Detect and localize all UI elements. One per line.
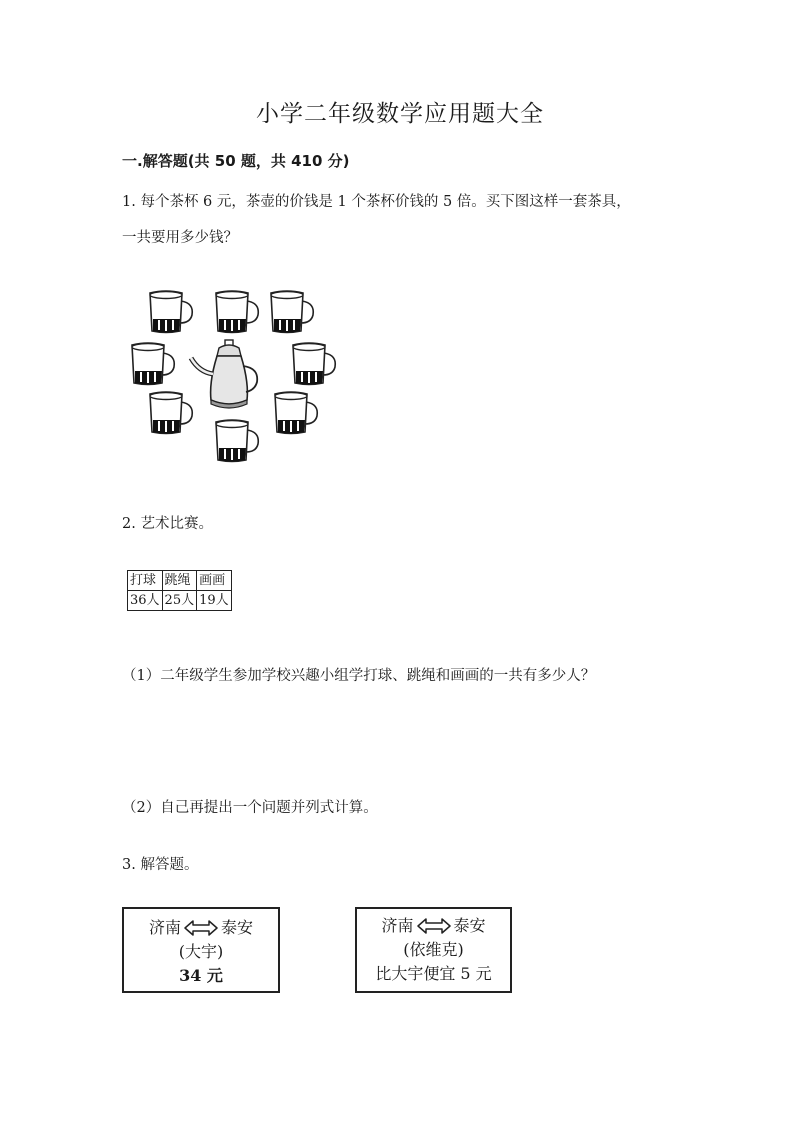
teacup: [132, 343, 174, 385]
section-heading: 一.解答题(共 50 题，共 410 分): [122, 152, 350, 170]
origin-city: 济南: [381, 916, 414, 935]
teacup: [150, 392, 192, 434]
teacup: [271, 291, 313, 333]
question-2-text: 2. 艺术比赛。: [122, 516, 213, 532]
question-2-sub-1: （1）二年级学生参加学校兴趣小组学打球、跳绳和画画的一共有多少人？: [122, 668, 596, 684]
bus-ticket-iveco: [355, 907, 512, 993]
bus-type: (依维克): [403, 940, 464, 959]
table-header-cell: 跳绳: [162, 571, 197, 591]
table-cell: 25人: [162, 591, 197, 611]
ticket-price: 比大宇便宜 5 元: [375, 964, 492, 983]
table-header-row: [128, 571, 232, 591]
art-competition-table: [127, 570, 232, 611]
table-header-cell: 画画: [197, 571, 232, 591]
table-header-cell: 打球: [128, 571, 163, 591]
route: [124, 916, 278, 940]
table-cell: 19人: [197, 591, 232, 611]
table-row: [128, 591, 232, 611]
question-2-sub-2: （2）自己再提出一个问题并列式计算。: [122, 800, 378, 816]
bus-type: (大宇): [178, 942, 224, 961]
teacup: [216, 291, 258, 333]
ticket-price: 34 元: [179, 966, 223, 985]
tea-set-illustration: [125, 282, 350, 467]
teapot: [191, 340, 257, 408]
double-arrow-icon: [184, 919, 218, 937]
teacup: [275, 392, 317, 434]
page-title: 小学二年级数学应用题大全: [256, 101, 544, 127]
teacup: [216, 420, 258, 462]
destination-city: 泰安: [453, 916, 486, 935]
question-3-text: 3. 解答题。: [122, 857, 199, 873]
destination-city: 泰安: [221, 918, 254, 937]
bus-ticket-daewoo: [122, 907, 280, 993]
double-arrow-icon: [417, 917, 451, 935]
question-1-line-1: 1. 每个茶杯 6 元，茶壶的价钱是 1 个茶杯价钱的 5 倍。买下图这样一套茶具，: [122, 194, 631, 210]
origin-city: 济南: [148, 918, 181, 937]
route: [357, 914, 510, 938]
table-cell: 36人: [128, 591, 163, 611]
teacup: [293, 343, 335, 385]
question-1-line-2: 一共要用多少钱？: [122, 230, 238, 246]
teacup: [150, 291, 192, 333]
